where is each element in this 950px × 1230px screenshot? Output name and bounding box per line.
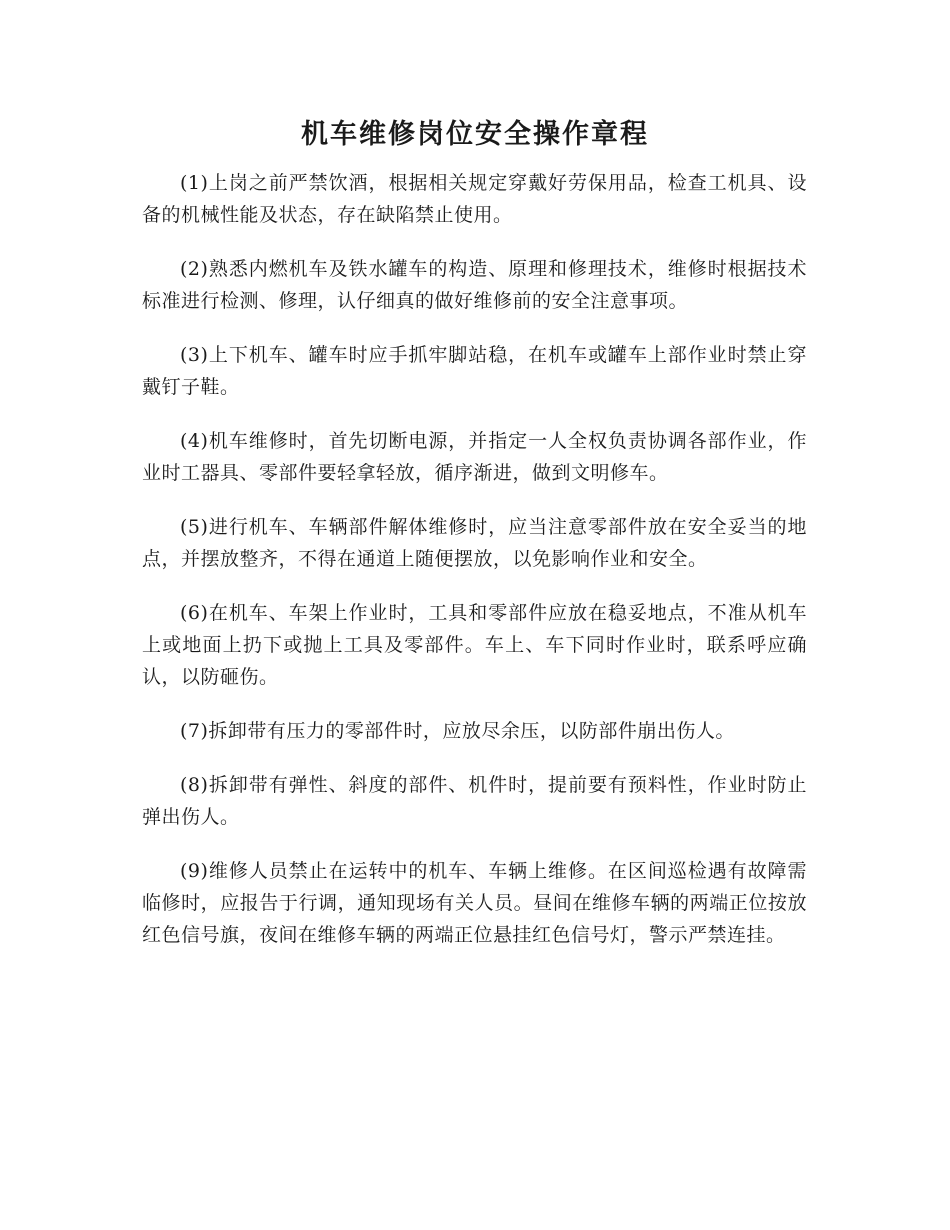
paragraph-3: (3)上下机车、罐车时应手抓牢脚站稳，在机车或罐车上部作业时禁止穿戴钉子鞋。 xyxy=(142,344,807,398)
paragraph-5: (5)进行机车、车辆部件解体维修时，应当注意零部件放在安全妥当的地点，并摆放整齐，不得在通道上随便摆放，以免影响作业和安全。 xyxy=(142,516,807,570)
paragraph-8: (8)拆卸带有弹性、斜度的部件、机件时，提前要有预料性，作业时防止弹出伤人。 xyxy=(142,774,807,828)
paragraph-7: (7)拆卸带有压力的零部件时，应放尽余压，以防部件崩出伤人。 xyxy=(180,720,735,742)
paragraph-4: (4)机车维修时，首先切断电源，并指定一人全权负责协调各部作业，作业时工器具、零部件要轻拿轻放，循序渐进，做到文明修车。 xyxy=(142,430,807,484)
document-body xyxy=(142,167,807,973)
paragraph-2: (2)熟悉内燃机车及铁水罐车的构造、原理和修理技术，维修时根据技术标准进行检测、修理，认仔细真的做好维修前的安全注意事项。 xyxy=(142,258,807,312)
paragraph-6: (6)在机车、车架上作业时，工具和零部件应放在稳妥地点，不准从机车上或地面上扔下或抛上工具及零部件。车上、车下同时作业时，联系呼应确认，以防砸伤。 xyxy=(142,602,807,688)
paragraph-9: (9)维修人员禁止在运转中的机车、车辆上维修。在区间巡检遇有故障需临修时，应报告于行调，通知现场有关人员。昼间在维修车辆的两端正位按放红色信号旗，夜间在维修车辆的两端正位悬挂红色信号灯，警示严禁连挂。 xyxy=(142,860,807,946)
document-title: 机车维修岗位安全操作章程 xyxy=(301,119,649,150)
paragraph-1: (1)上岗之前严禁饮酒，根据相关规定穿戴好劳保用品，检查工机具、设备的机械性能及状态，存在缺陷禁止使用。 xyxy=(142,172,807,226)
